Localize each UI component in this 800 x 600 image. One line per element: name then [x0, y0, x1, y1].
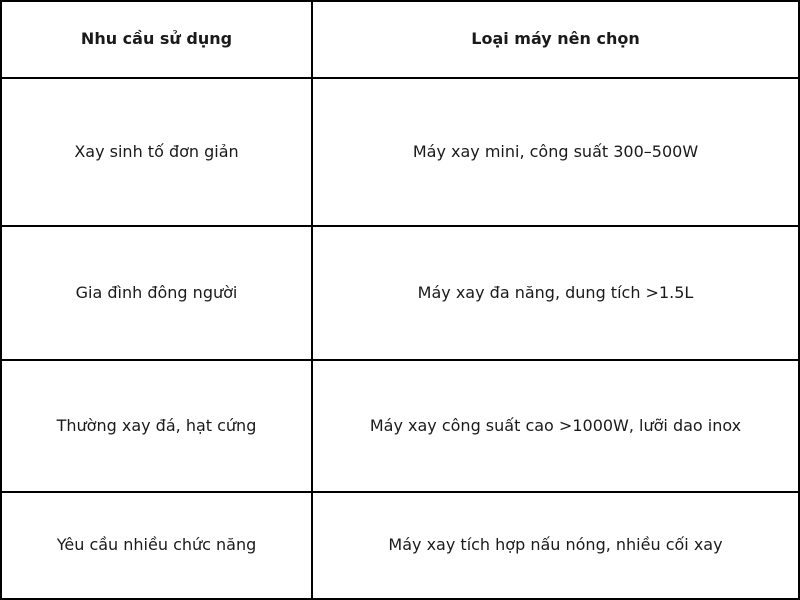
row-2-recommended-type: Máy xay đa năng, dung tích >1.5L	[313, 227, 798, 361]
header-recommended-type: Loại máy nên chọn	[313, 2, 798, 79]
header-usage-need: Nhu cầu sử dụng	[2, 2, 313, 79]
row-1-recommended-type: Máy xay mini, công suất 300–500W	[313, 79, 798, 227]
row-1-usage-need: Xay sinh tố đơn giản	[2, 79, 313, 227]
row-3-recommended-type: Máy xay công suất cao >1000W, lưỡi dao inox	[313, 361, 798, 493]
row-4-recommended-type: Máy xay tích hợp nấu nóng, nhiều cối xay	[388, 535, 723, 555]
row-3-usage-need: Thường xay đá, hạt cứng	[2, 361, 313, 493]
row-2-usage-need: Gia đình đông người	[2, 227, 313, 361]
row-4-usage-need: Yêu cầu nhiều chức năng	[2, 493, 313, 598]
